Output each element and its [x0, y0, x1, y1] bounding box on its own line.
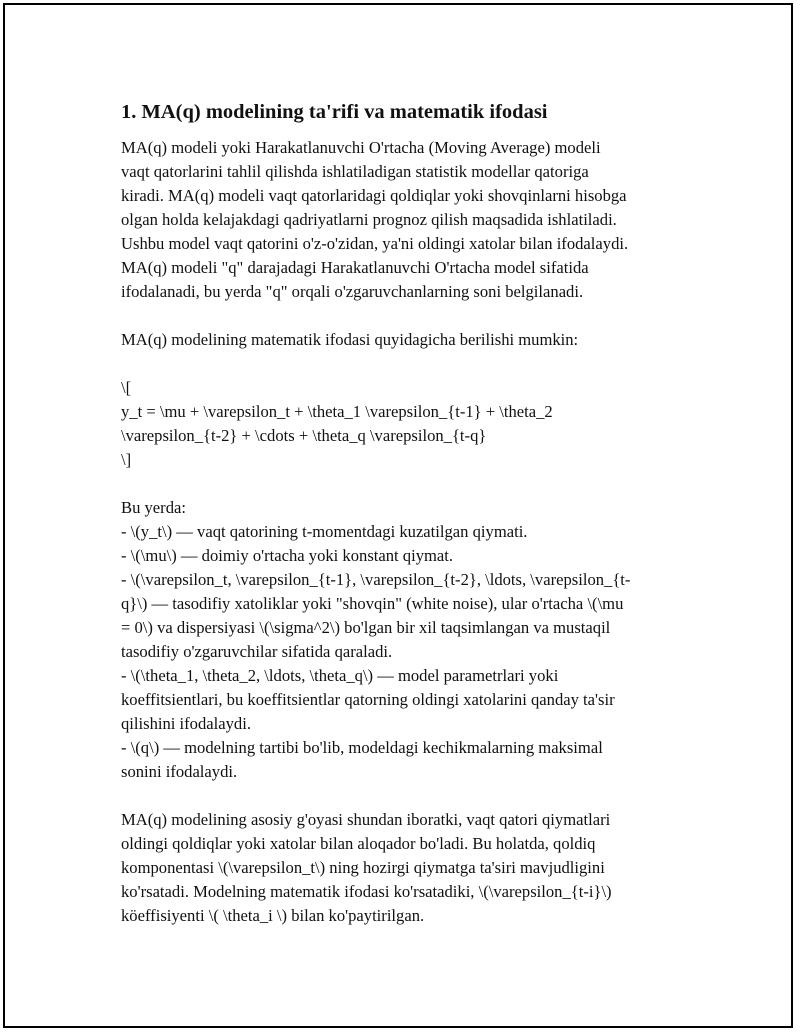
intro-paragraph — [121, 136, 711, 304]
text-line: koeffitsientlari, bu koeffitsientlar qatorning oldingi xatolarini qanday ta'sir — [121, 690, 615, 709]
text-line: Ushbu model vaqt qatorini o'z-o'zidan, ya'ni oldingi xatolar bilan ifodalaydi. — [121, 234, 629, 253]
text-line: Bu yerda: — [121, 498, 186, 517]
formula-block — [121, 376, 711, 472]
formula-line: \varepsilon_{t-2} + \cdots + \theta_q \varepsilon_{t-q} — [121, 426, 487, 445]
formula-line: y_t = \mu + \varepsilon_t + \theta_1 \varepsilon_{t-1} + \theta_2 — [121, 402, 553, 421]
text-line: ifodalanadi, bu yerda "q" orqali o'zgaruvchanlarning soni belgilanadi. — [121, 282, 584, 301]
text-line: MA(q) modelining matematik ifodasi quyidagicha berilishi mumkin: — [121, 330, 579, 349]
text-line: - \(\theta_1, \theta_2, \ldots, \theta_q\) — model parametrlari yoki — [121, 666, 559, 685]
text-line: = 0\) va dispersiyasi \(\sigma^2\) bo'lgan bir xil taqsimlangan va mustaqil — [121, 618, 611, 637]
text-line: ko'rsatadi. Modelning matematik ifodasi ko'rsatadiki, \(\varepsilon_{t-i}\) — [121, 882, 612, 901]
document-content — [121, 98, 711, 952]
text-line: - \(\varepsilon_t, \varepsilon_{t-1}, \varepsilon_{t-2}, \ldots, \varepsilon_{t- — [121, 570, 631, 589]
text-line: kiradi. MA(q) modeli vaqt qatorlaridagi qoldiqlar yoki shovqinlarni hisobga — [121, 186, 627, 205]
text-line: vaqt qatorlarini tahlil qilishda ishlatiladigan statistik modellar qatoriga — [121, 162, 589, 181]
document-page — [3, 3, 793, 1028]
text-line: MA(q) modeli yoki Harakatlanuvchi O'rtacha (Moving Average) modeli — [121, 138, 601, 157]
text-line: köeffisiyenti \( \theta_i \) bilan ko'paytirilgan. — [121, 906, 425, 925]
text-line: - \(q\) — modelning tartibi bo'lib, modeldagi kechikmalarning maksimal — [121, 738, 603, 757]
text-line: oldingi qoldiqlar yoki xatolar bilan aloqador bo'ladi. Bu holatda, qoldiq — [121, 834, 596, 853]
text-line: komponentasi \(\varepsilon_t\) ning hozirgi qiymatga ta'siri mavjudligini — [121, 858, 605, 877]
conclusion-paragraph — [121, 808, 711, 928]
text-line: - \(y_t\) — vaqt qatorining t-momentdagi kuzatilgan qiymati. — [121, 522, 528, 541]
formula-line: \[ — [121, 378, 132, 397]
text-line: - \(\mu\) — doimiy o'rtacha yoki konstant qiymat. — [121, 546, 454, 565]
text-line: q}\) — tasodifiy xatoliklar yoki "shovqin" (white noise), ular o'rtacha \(\mu — [121, 594, 624, 613]
definitions-list — [121, 496, 711, 784]
section-heading: 1. MA(q) modelining ta'rifi va matematik ifodasi — [121, 101, 548, 123]
text-line: qilishini ifodalaydi. — [121, 714, 251, 733]
formula-intro-paragraph — [121, 328, 711, 352]
text-line: MA(q) modeli "q" darajadagi Harakatlanuvchi O'rtacha model sifatida — [121, 258, 589, 277]
text-line: tasodifiy o'zgaruvchilar sifatida qaraladi. — [121, 642, 393, 661]
formula-line: \] — [121, 450, 132, 469]
text-line: sonini ifodalaydi. — [121, 762, 238, 781]
text-line: MA(q) modelining asosiy g'oyasi shundan iboratki, vaqt qatori qiymatlari — [121, 810, 611, 829]
text-line: olgan holda kelajakdagi qadriyatlarni prognoz qilish maqsadida ishlatiladi. — [121, 210, 617, 229]
